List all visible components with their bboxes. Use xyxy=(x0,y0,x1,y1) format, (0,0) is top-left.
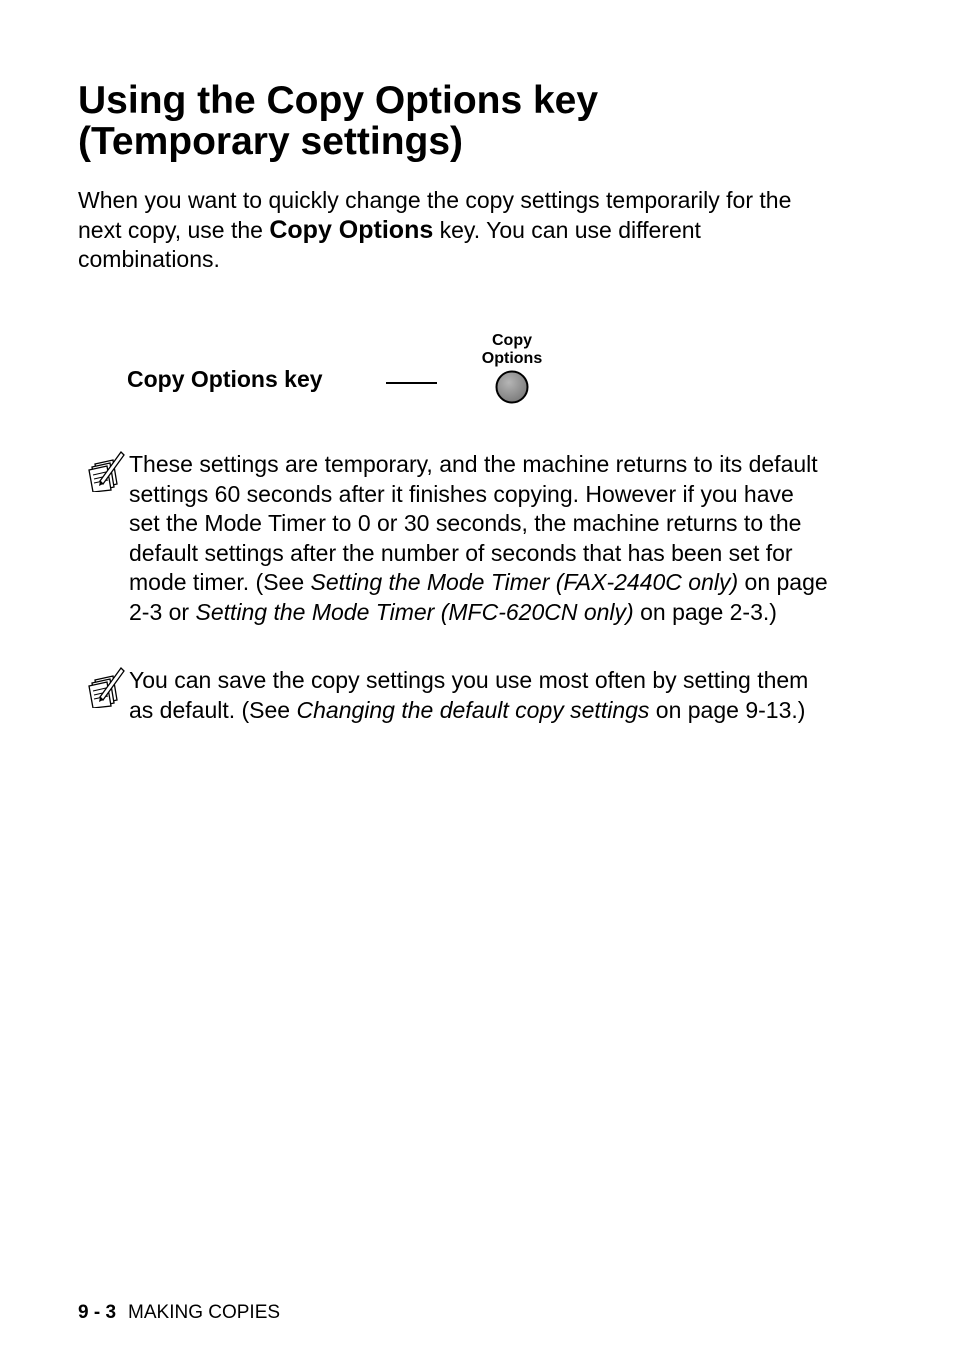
page-title-line-2: (Temporary settings) xyxy=(78,120,464,163)
page-title-line-1: Using the Copy Options key xyxy=(78,79,599,122)
note-text-part: on page 9-13.) xyxy=(649,696,806,723)
note-text xyxy=(129,666,829,725)
note-text-part: These settings are temporary, and the machine returns to its default settings 60 seconds after it finishes copying. However if you have set the Mode Timer to 0 or 30 seconds, the machine returns to the default settings after the number of seconds that has been set for mode timer. (See xyxy=(129,451,818,595)
note-text-part: on page 2-3.) xyxy=(633,598,777,625)
intro-paragraph xyxy=(78,186,838,275)
intro-text-before: When you want to quickly change the copy settings temporarily for the next copy, use the xyxy=(78,187,792,243)
button-caption xyxy=(472,332,552,368)
cross-reference: Setting the Mode Timer (MFC-620CN only) xyxy=(195,598,634,625)
note-text xyxy=(129,450,829,627)
page-number: 9 - 3 xyxy=(78,1302,117,1323)
cross-reference: Changing the default copy settings xyxy=(296,696,650,723)
intro-key-name: Copy Options xyxy=(269,215,434,244)
intro-text-after: key. You can use different combinations. xyxy=(78,216,701,272)
copy-options-button-icon xyxy=(495,370,529,404)
cross-reference: Setting the Mode Timer (FAX-2440C only) xyxy=(310,569,739,595)
note-text-part: on page 2-3 or xyxy=(129,569,828,625)
figure-label: Copy Options key xyxy=(127,366,323,392)
section-name: MAKING COPIES xyxy=(128,1302,281,1323)
page-title xyxy=(78,80,598,162)
note-text-part: You can save the copy settings you use most often by setting them as default. (See xyxy=(129,667,809,723)
note-pad-pencil-icon xyxy=(86,450,126,492)
button-caption-line-1: Copy xyxy=(492,332,532,349)
note-pad-pencil-icon xyxy=(86,666,126,708)
page-footer xyxy=(78,1302,280,1324)
leader-line xyxy=(386,382,437,384)
button-caption-line-2: Options xyxy=(481,350,543,367)
